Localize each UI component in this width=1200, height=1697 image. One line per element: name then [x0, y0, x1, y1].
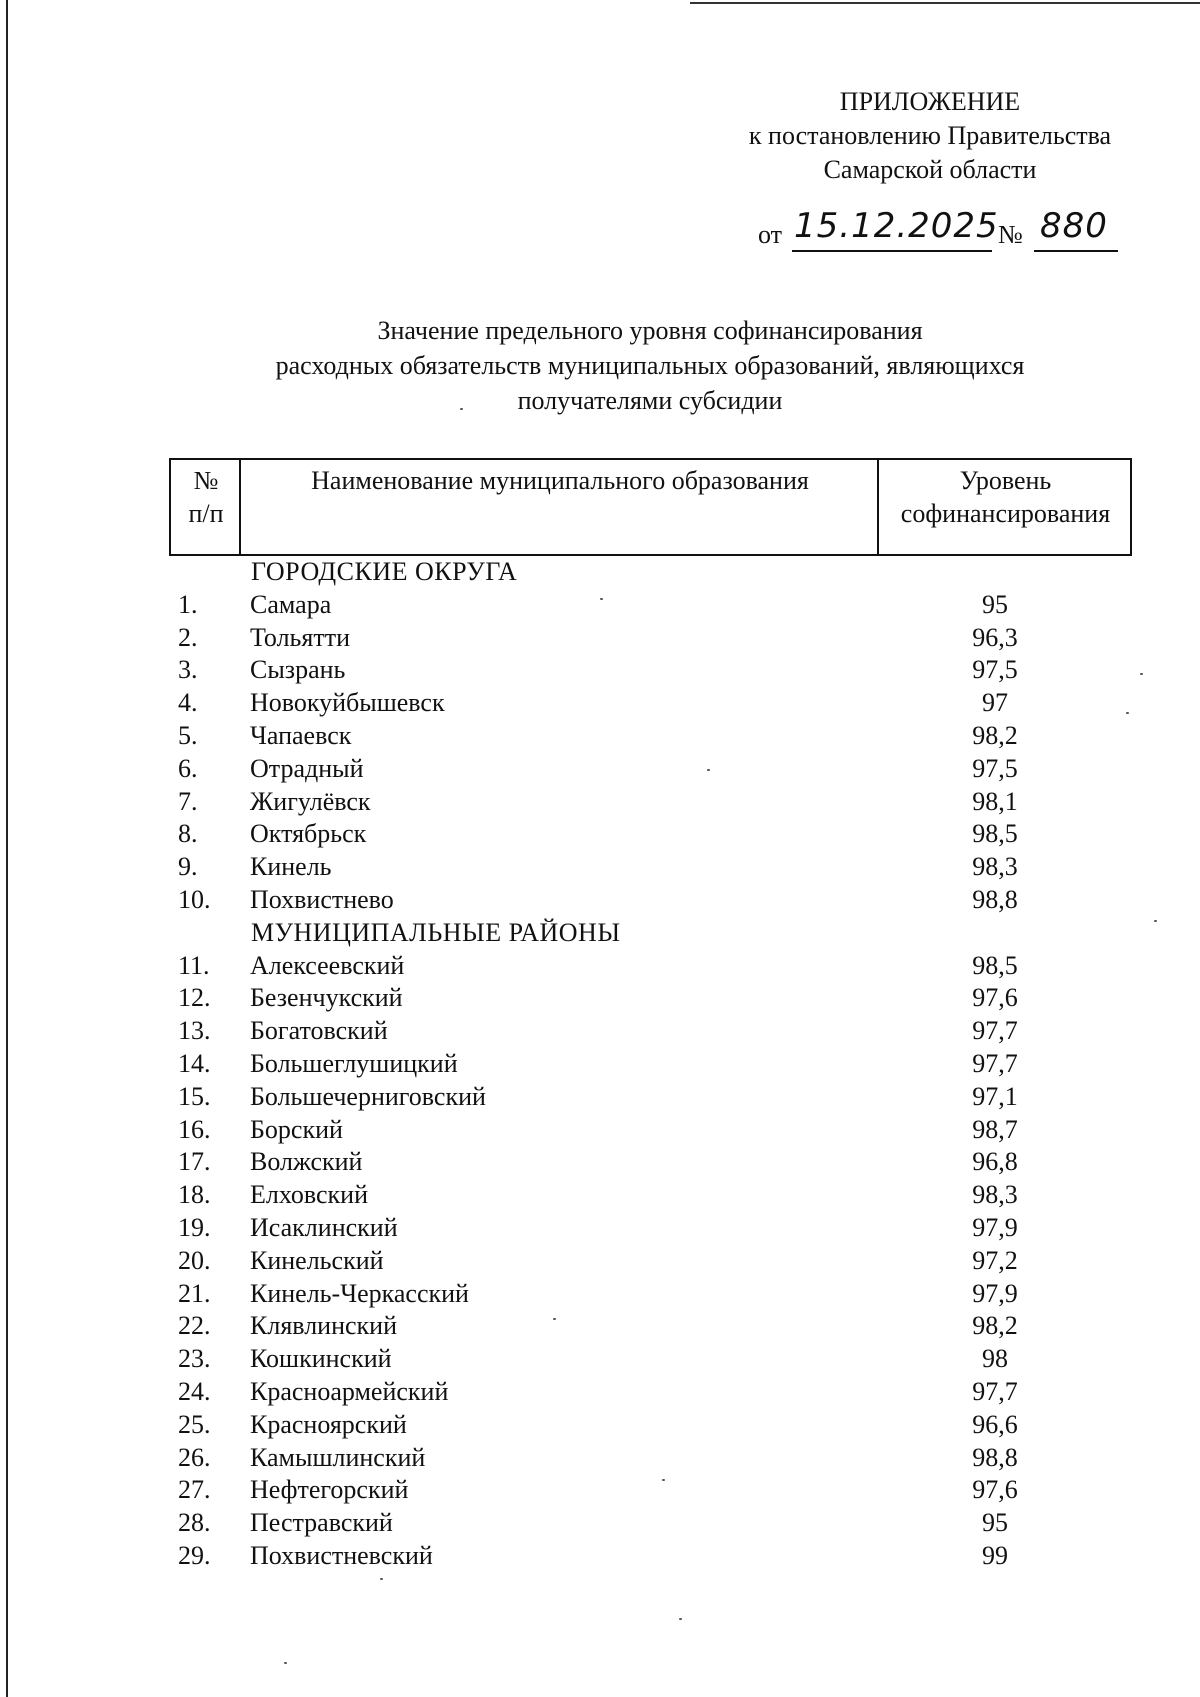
cofinancing-level: 97,1 [972, 1081, 1018, 1111]
municipality-name: Алексеевский [250, 950, 405, 980]
municipality-name: Камышлинский [250, 1442, 426, 1472]
date-underline [792, 250, 992, 252]
municipality-name: Сызрань [250, 655, 346, 685]
municipality-name: Борский [250, 1114, 343, 1144]
handwritten-number: 880 [1040, 206, 1108, 246]
row-number: 20. [178, 1245, 211, 1275]
table-row [0, 589, 1200, 622]
municipality-name: Чапаевск [250, 720, 352, 750]
row-number: 18. [178, 1180, 211, 1210]
cofinancing-level: 97,7 [972, 1048, 1018, 1078]
appendix-line: Самарской области [823, 155, 1037, 184]
cofinancing-level: 98,1 [972, 786, 1018, 816]
municipality-name: Большечерниговский [250, 1081, 486, 1111]
municipality-name: Большеглушицкий [250, 1048, 458, 1078]
cofinancing-level: 98,2 [972, 720, 1018, 750]
cofinancing-level: 98,5 [972, 819, 1018, 849]
cofinancing-level: 97,6 [972, 1475, 1018, 1505]
title-line: получателями субсидии [517, 386, 783, 415]
table-row [0, 753, 1200, 786]
row-number: 2. [178, 622, 198, 652]
municipality-name: Клявлинский [250, 1311, 398, 1341]
cofinancing-level: 98 [982, 1344, 1008, 1374]
municipality-name: Елховский [250, 1180, 368, 1210]
municipality-name: МУНИЦИПАЛЬНЫЕ РАЙОНЫ [251, 917, 621, 947]
row-number: 22. [178, 1311, 211, 1341]
title-line: расходных обязательств муниципальных образований, являющихся [275, 351, 1025, 380]
cofinancing-level: 98,3 [972, 852, 1018, 882]
municipality-name: Жигулёвск [250, 786, 371, 816]
row-number: 14. [178, 1048, 211, 1078]
section-heading-row [0, 556, 1200, 589]
row-number: 17. [178, 1147, 211, 1177]
cofinancing-level: 97,9 [972, 1278, 1018, 1308]
table-row [0, 1442, 1200, 1475]
table-row [0, 1015, 1200, 1048]
municipality-name: Отрадный [250, 753, 364, 783]
municipality-name: Исаклинский [250, 1212, 398, 1242]
row-number: 1. [178, 589, 198, 619]
table-row [0, 1245, 1200, 1278]
cofinancing-level: 97,5 [972, 655, 1018, 685]
table-row [0, 1278, 1200, 1311]
section-heading-row [0, 917, 1200, 950]
row-number: 4. [178, 688, 198, 718]
title-line: Значение предельного уровня софинансирования [377, 316, 923, 345]
row-number: 19. [178, 1212, 211, 1242]
table-row [0, 1048, 1200, 1081]
header-level [879, 464, 1132, 530]
table-row [0, 1114, 1200, 1147]
row-number: 29. [178, 1540, 211, 1570]
municipality-name: Пестравский [250, 1508, 393, 1538]
cofinancing-level: 97,5 [972, 753, 1018, 783]
scan-speck [679, 1618, 682, 1620]
row-number: 7. [178, 786, 198, 816]
table-row [0, 884, 1200, 917]
municipality-name: Нефтегорский [250, 1475, 409, 1505]
cofinancing-level: 97,7 [972, 1376, 1018, 1406]
table-row [0, 1212, 1200, 1245]
cofinancing-level: 98,8 [972, 1442, 1018, 1472]
date-prefix: от [758, 220, 783, 249]
table-row [0, 1409, 1200, 1442]
row-number: 26. [178, 1442, 211, 1472]
table-row [0, 622, 1200, 655]
table-row [0, 654, 1200, 687]
row-number: 10. [178, 884, 211, 914]
municipality-name: Безенчукский [250, 983, 403, 1013]
row-number: 11. [178, 950, 210, 980]
row-number: 5. [178, 720, 198, 750]
row-number: 15. [178, 1081, 211, 1111]
municipality-name: ГОРОДСКИЕ ОКРУГА [251, 557, 518, 586]
table-row [0, 851, 1200, 884]
header-number [171, 464, 241, 530]
table-row [0, 982, 1200, 1015]
appendix-line: к постановлению Правительства [748, 121, 1112, 150]
appendix-block [690, 85, 1170, 187]
table-row [0, 1146, 1200, 1179]
cofinancing-level: 95 [982, 589, 1008, 619]
handwritten-date: 15.12.2025 [794, 206, 999, 246]
municipality-name: Красноармейский [250, 1376, 449, 1406]
table-row [0, 818, 1200, 851]
municipality-name: Новокуйбышевск [250, 688, 445, 718]
row-number: 21. [178, 1278, 211, 1308]
row-number: 8. [178, 819, 198, 849]
header-name: Наименование муниципального образования [311, 466, 809, 495]
municipality-name: Похвистнево [250, 884, 394, 914]
cofinancing-level: 97 [982, 688, 1008, 718]
cofinancing-level: 95 [982, 1508, 1008, 1538]
row-number: 13. [178, 1016, 211, 1046]
number-underline [1034, 250, 1118, 252]
municipality-name: Кинель [250, 852, 332, 882]
table-row [0, 687, 1200, 720]
row-number: 23. [178, 1344, 211, 1374]
municipality-name: Кинель-Черкасский [250, 1278, 469, 1308]
cofinancing-level: 97,7 [972, 1016, 1018, 1046]
header-number-line: п/п [188, 499, 224, 528]
municipality-name: Богатовский [250, 1016, 388, 1046]
municipality-name: Кинельский [250, 1245, 384, 1275]
cofinancing-level: 99 [982, 1540, 1008, 1570]
table-row [0, 1310, 1200, 1343]
scan-top-rule [690, 2, 1200, 4]
municipality-name: Красноярский [250, 1409, 407, 1439]
table-row [0, 720, 1200, 753]
cofinancing-level: 98,5 [972, 950, 1018, 980]
row-number: 3. [178, 655, 198, 685]
municipality-name: Волжский [250, 1147, 363, 1177]
table-row [0, 1179, 1200, 1212]
row-number: 6. [178, 753, 198, 783]
header-level-line: Уровень [959, 466, 1052, 495]
cofinancing-level: 98,3 [972, 1180, 1018, 1210]
cofinancing-level: 97,6 [972, 983, 1018, 1013]
document-title [200, 313, 1100, 418]
row-number: 27. [178, 1475, 211, 1505]
municipality-name: Самара [250, 589, 332, 619]
row-number: 12. [178, 983, 211, 1013]
appendix-heading: ПРИЛОЖЕНИЕ [839, 87, 1021, 116]
cofinancing-level: 98,7 [972, 1114, 1018, 1144]
scan-speck [284, 1662, 287, 1664]
table-row [0, 1343, 1200, 1376]
row-number: 24. [178, 1376, 211, 1406]
cofinancing-level: 98,8 [972, 884, 1018, 914]
cofinancing-level: 97,9 [972, 1212, 1018, 1242]
row-number: 9. [178, 852, 198, 882]
table-row [0, 1376, 1200, 1409]
table-row [0, 950, 1200, 983]
scan-speck [380, 1578, 383, 1580]
table-header [169, 458, 1132, 556]
row-number: 28. [178, 1508, 211, 1538]
cofinancing-level: 96,6 [972, 1409, 1018, 1439]
table-row [0, 1507, 1200, 1540]
header-level-line: софинансирования [900, 499, 1111, 528]
table-row [0, 1474, 1200, 1507]
cofinancing-level: 98,2 [972, 1311, 1018, 1341]
table-row [0, 1540, 1200, 1573]
number-prefix: № [998, 220, 1023, 249]
municipality-name: Кошкинский [250, 1344, 392, 1374]
table-row [0, 786, 1200, 819]
cofinancing-level: 97,2 [972, 1245, 1018, 1275]
cofinancing-level: 96,3 [972, 622, 1018, 652]
cofinancing-level: 96,8 [972, 1147, 1018, 1177]
row-number: 25. [178, 1409, 211, 1439]
municipality-name: Тольятти [250, 622, 351, 652]
header-number-line: № [193, 466, 219, 495]
municipality-name: Октябрьск [250, 819, 367, 849]
row-number: 16. [178, 1114, 211, 1144]
table-row [0, 1081, 1200, 1114]
table-body [0, 556, 1200, 1573]
municipality-name: Похвистневский [250, 1540, 433, 1570]
